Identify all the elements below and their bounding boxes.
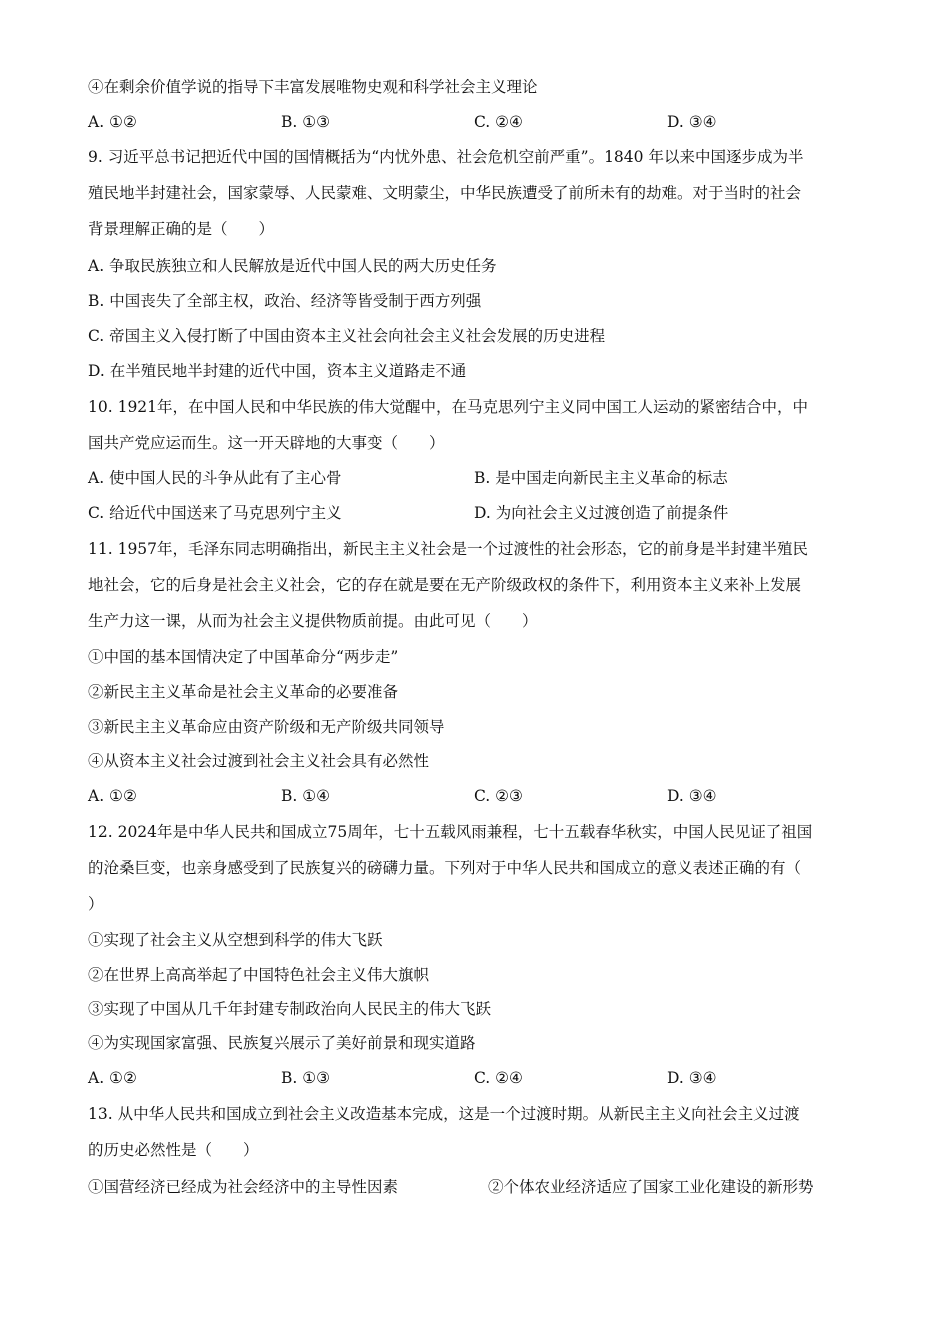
q10-option-c: C. 给近代中国送来了马克思列宁主义	[88, 504, 342, 522]
q12-stem-line-1: 12. 2024年是中华人民共和国成立75周年，七十五载风雨兼程，七十五载春华秋实，中国人民见证了祖国	[88, 823, 813, 841]
prev-option-b: B. ①③	[281, 113, 331, 131]
q13-stem-line-1: 13. 从中华人民共和国成立到社会主义改造基本完成，这是一个过渡时期。从新民主主义向社会主义过渡	[88, 1105, 800, 1123]
prev-option-a: A. ①②	[88, 113, 137, 131]
q11-option-d: D. ③④	[667, 787, 717, 805]
q11-stem-line-2: 地社会，它的后身是社会主义社会，它的存在就是要在无产阶级政权的条件下，利用资本主义来补上发展	[88, 576, 802, 594]
q11-statement-3: ③新民主主义革命应由资产阶级和无产阶级共同领导	[88, 718, 445, 736]
q9-option-a: A. 争取民族独立和人民解放是近代中国人民的两大历史任务	[88, 257, 497, 275]
q10-stem-line-2: 国共产党应运而生。这一开天辟地的大事变（ ）	[88, 434, 445, 452]
q10-stem-line-1: 10. 1921年，在中国人民和中华民族的伟大觉醒中，在马克思列宁主义同中国工人运动的紧密结合中，中	[88, 398, 809, 416]
q12-statement-1: ①实现了社会主义从空想到科学的伟大飞跃	[88, 931, 383, 949]
q13-statement-1: ①国营经济已经成为社会经济中的主导性因素	[88, 1178, 399, 1196]
q11-statement-1: ①中国的基本国情决定了中国革命分“两步走”	[88, 648, 399, 666]
q12-option-b: B. ①③	[281, 1069, 331, 1087]
q9-stem-line-1: 9. 习近平总书记把近代中国的国情概括为“内忧外患、社会危机空前严重”。1840 年以来中国逐步成为半	[88, 148, 804, 166]
q12-statement-2: ②在世界上高高举起了中国特色社会主义伟大旗帜	[88, 966, 430, 984]
q9-stem-line-3: 背景理解正确的是（ ）	[88, 220, 275, 238]
prev-option-d: D. ③④	[667, 113, 717, 131]
q12-statement-3: ③实现了中国从几千年封建专制政治向人民民主的伟大飞跃	[88, 1000, 492, 1018]
prev-option-c: C. ②④	[474, 113, 523, 131]
q9-option-d: D. 在半殖民地半封建的近代中国，资本主义道路走不通	[88, 362, 467, 380]
q12-statement-4: ④为实现国家富强、民族复兴展示了美好前景和现实道路	[88, 1034, 476, 1052]
q10-option-d: D. 为向社会主义过渡创造了前提条件	[474, 504, 729, 522]
q9-option-b: B. 中国丧失了全部主权，政治、经济等皆受制于西方列强	[88, 292, 482, 310]
q11-stem-line-3: 生产力这一课，从而为社会主义提供物质前提。由此可见（ ）	[88, 612, 538, 630]
q9-option-c: C. 帝国主义入侵打断了中国由资本主义社会向社会主义社会发展的历史进程	[88, 327, 606, 345]
q11-statement-4: ④从资本主义社会过渡到社会主义社会具有必然性	[88, 752, 430, 770]
q13-stem-line-2: 的历史必然性是（ ）	[88, 1141, 259, 1159]
q12-option-a: A. ①②	[88, 1069, 137, 1087]
prev-statement-4: ④在剩余价值学说的指导下丰富发展唯物史观和科学社会主义理论	[88, 78, 538, 96]
q10-option-a: A. 使中国人民的斗争从此有了主心骨	[88, 469, 342, 487]
q11-option-c: C. ②③	[474, 787, 523, 805]
q12-stem-line-2: 的沧桑巨变，也亲身感受到了民族复兴的磅礴力量。下列对于中华人民共和国成立的意义表述正确的有（	[88, 859, 802, 877]
q11-statement-2: ②新民主主义革命是社会主义革命的必要准备	[88, 683, 399, 701]
q11-option-b: B. ①④	[281, 787, 331, 805]
q10-option-b: B. 是中国走向新民主主义革命的标志	[474, 469, 728, 487]
q12-option-d: D. ③④	[667, 1069, 717, 1087]
q12-option-c: C. ②④	[474, 1069, 523, 1087]
q11-stem-line-1: 11. 1957年，毛泽东同志明确指出，新民主主义社会是一个过渡性的社会形态，它的前身是半封建半殖民	[88, 540, 809, 558]
q11-option-a: A. ①②	[88, 787, 137, 805]
q9-stem-line-2: 殖民地半封建社会，国家蒙辱、人民蒙难、文明蒙尘，中华民族遭受了前所未有的劫难。对于当时的社会	[88, 184, 802, 202]
q13-statement-2: ②个体农业经济适应了国家工业化建设的新形势	[488, 1178, 814, 1196]
q12-stem-line-3: ）	[88, 895, 104, 913]
